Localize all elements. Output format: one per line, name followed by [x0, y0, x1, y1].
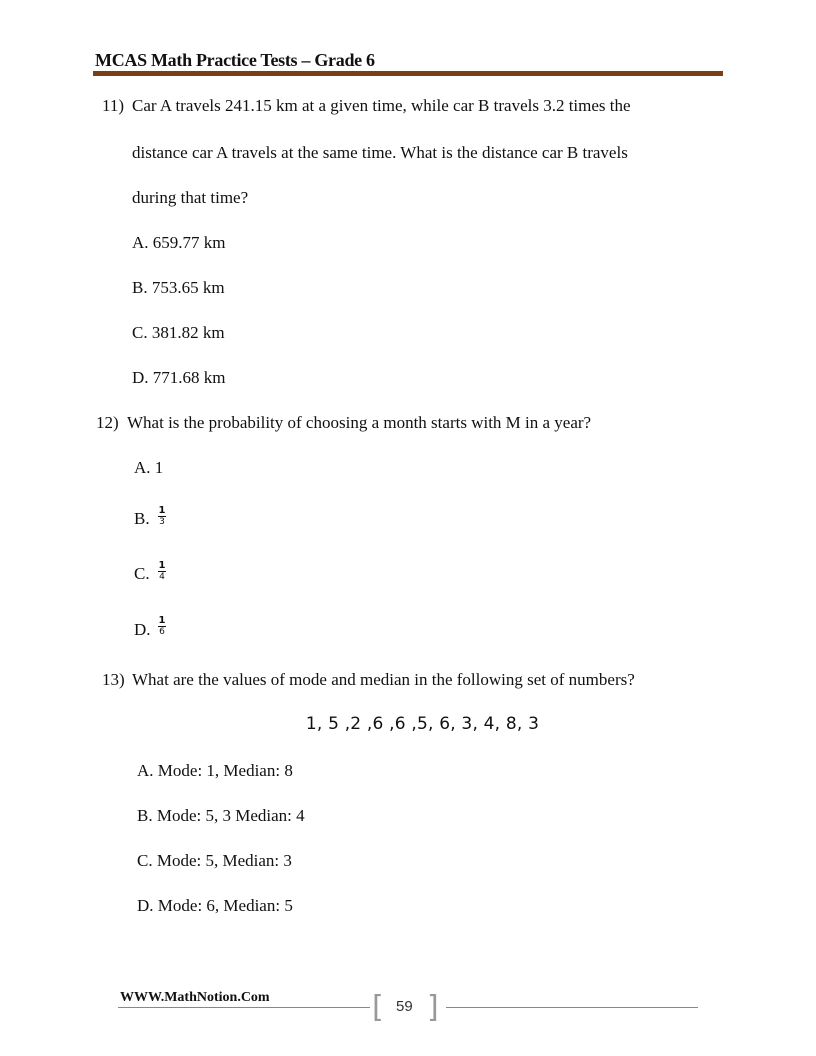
header-title: MCAS Math Practice Tests – Grade 6 [95, 50, 375, 70]
number-set: 1, 5 ,2 ,6 ,6 ,5, 6, 3, 4, 8, 3 [305, 714, 540, 734]
question-number: 11) [102, 96, 125, 115]
answer-option-d: D. 771.68 km [132, 368, 226, 387]
answer-option-d-label: D. [134, 620, 151, 639]
fraction-one-fourth [157, 560, 167, 583]
question-number: 13) [102, 670, 125, 689]
question-text: What are the values of mode and median in the following set of numbers? [132, 670, 635, 689]
fraction-denominator: 6 [159, 627, 165, 637]
fraction-one-third [157, 505, 167, 528]
footer-rule-left [118, 1007, 370, 1008]
fraction-denominator: 4 [159, 572, 165, 582]
question-text: What is the probability of choosing a month starts with M in a year? [127, 413, 592, 432]
right-brace-icon: ] [427, 990, 439, 1025]
header-rule [93, 71, 723, 76]
fraction-denominator: 3 [159, 517, 165, 527]
answer-option-a: A. 659.77 km [132, 233, 226, 252]
answer-option-d: D. Mode: 6, Median: 5 [137, 896, 293, 915]
question-number: 12) [96, 413, 119, 432]
question-text-line: during that time? [132, 188, 249, 207]
answer-option-a: A. 1 [134, 458, 164, 477]
footer-website: WWW.MathNotion.Com [120, 990, 270, 1005]
fraction-one-sixth [157, 615, 167, 638]
answer-option-b: B. Mode: 5, 3 Median: 4 [137, 806, 305, 825]
answer-option-c: C. Mode: 5, Median: 3 [137, 851, 292, 870]
footer-rule-right [446, 1007, 698, 1008]
fraction-numerator: 1 [158, 615, 166, 626]
answer-option-a: A. Mode: 1, Median: 8 [137, 761, 293, 780]
answer-option-b: B. 753.65 km [132, 278, 225, 297]
fraction-numerator: 1 [158, 560, 166, 571]
left-brace-icon: [ [372, 990, 384, 1025]
answer-option-b-label: B. [134, 509, 150, 528]
answer-option-c: C. 381.82 km [132, 323, 225, 342]
fraction-numerator: 1 [158, 505, 166, 516]
question-text-line: distance car A travels at the same time. What is the distance car B travels [132, 143, 628, 162]
question-text-line: Car A travels 241.15 km at a given time, while car B travels 3.2 times the [132, 96, 631, 115]
answer-option-c-label: C. [134, 564, 150, 583]
page-number: 59 [396, 998, 413, 1015]
